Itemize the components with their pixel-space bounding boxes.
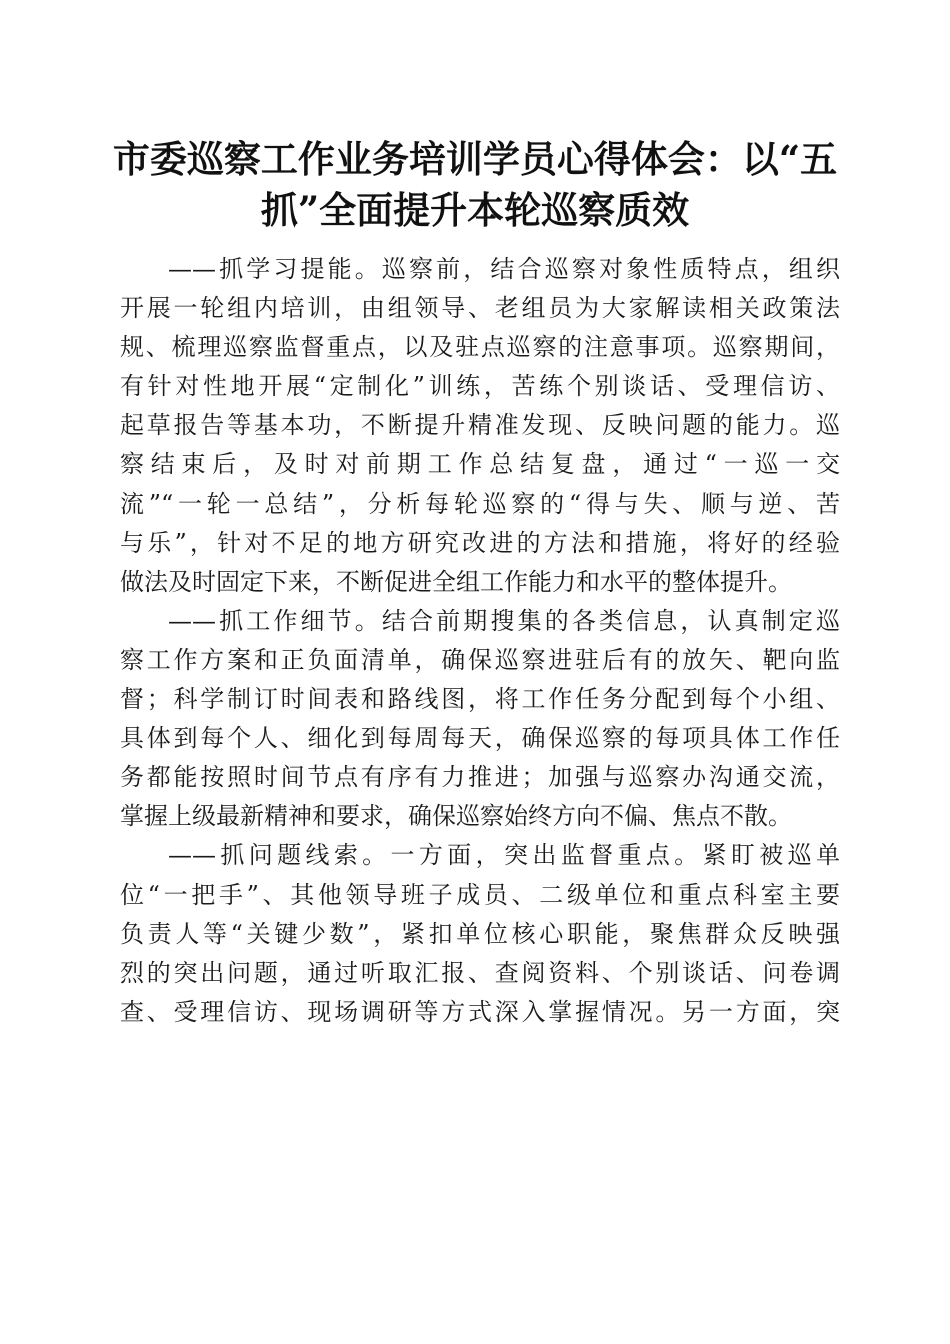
paragraph-study [120, 250, 840, 602]
text-line: 负责人等“关键少数”，紧扣单位核心职能，聚焦群众反映强 [120, 919, 840, 948]
text-line: 督；科学制订时间表和路线图，将工作任务分配到每个小组、 [120, 685, 840, 714]
text-line: 位“一把手”、其他领导班子成员、二级单位和重点科室主要 [120, 880, 840, 909]
text-line: 规、梳理巡察监督重点，以及驻点巡察的注意事项。巡察期间， [120, 333, 840, 362]
paragraph-clues [120, 836, 840, 1031]
text-line: 烈的突出问题，通过听取汇报、查阅资料、个别谈话、问卷调 [120, 958, 840, 987]
text-line: 掌握上级最新精神和要求，确保巡察始终方向不偏、焦点不散。 [120, 802, 792, 831]
text-line: 开展一轮组内培训，由组领导、老组员为大家解读相关政策法 [120, 294, 840, 323]
document-title [100, 134, 850, 236]
text-line: ——抓工作细节。结合前期搜集的各类信息，认真制定巡 [168, 606, 840, 635]
text-line: 具体到每个人、细化到每周每天，确保巡察的每项具体工作任 [120, 724, 840, 753]
text-line: 与乐”，针对不足的地方研究改进的方法和措施，将好的经验 [120, 528, 840, 557]
text-line: 务都能按照时间节点有序有力推进；加强与巡察办沟通交流， [120, 763, 840, 792]
paragraph-details [120, 602, 840, 837]
document-body [120, 250, 840, 1032]
text-line: 流”“一轮一总结”，分析每轮巡察的“得与失、顺与逆、苦 [120, 489, 840, 518]
text-line: 做法及时固定下来，不断促进全组工作能力和水平的整体提升。 [120, 567, 792, 596]
text-line: 起草报告等基本功，不断提升精准发现、反映问题的能力。巡 [120, 411, 840, 440]
text-line: 察工作方案和正负面清单，确保巡察进驻后有的放矢、靶向监 [120, 645, 840, 674]
title-line: 市委巡察工作业务培训学员心得体会：以“五 [112, 137, 838, 181]
title-line: 抓”全面提升本轮巡察质效 [260, 188, 690, 232]
text-line: 有针对性地开展“定制化”训练，苦练个别谈话、受理信访、 [120, 372, 840, 401]
text-line: ——抓学习提能。巡察前，结合巡察对象性质特点，组织 [168, 255, 840, 283]
text-line: 察结束后，及时对前期工作总结复盘，通过“一巡一交 [120, 450, 840, 479]
text-line: 查、受理信访、现场调研等方式深入掌握情况。另一方面，突 [120, 997, 840, 1026]
text-line: ——抓问题线索。一方面，突出监督重点。紧盯被巡单 [168, 841, 840, 870]
